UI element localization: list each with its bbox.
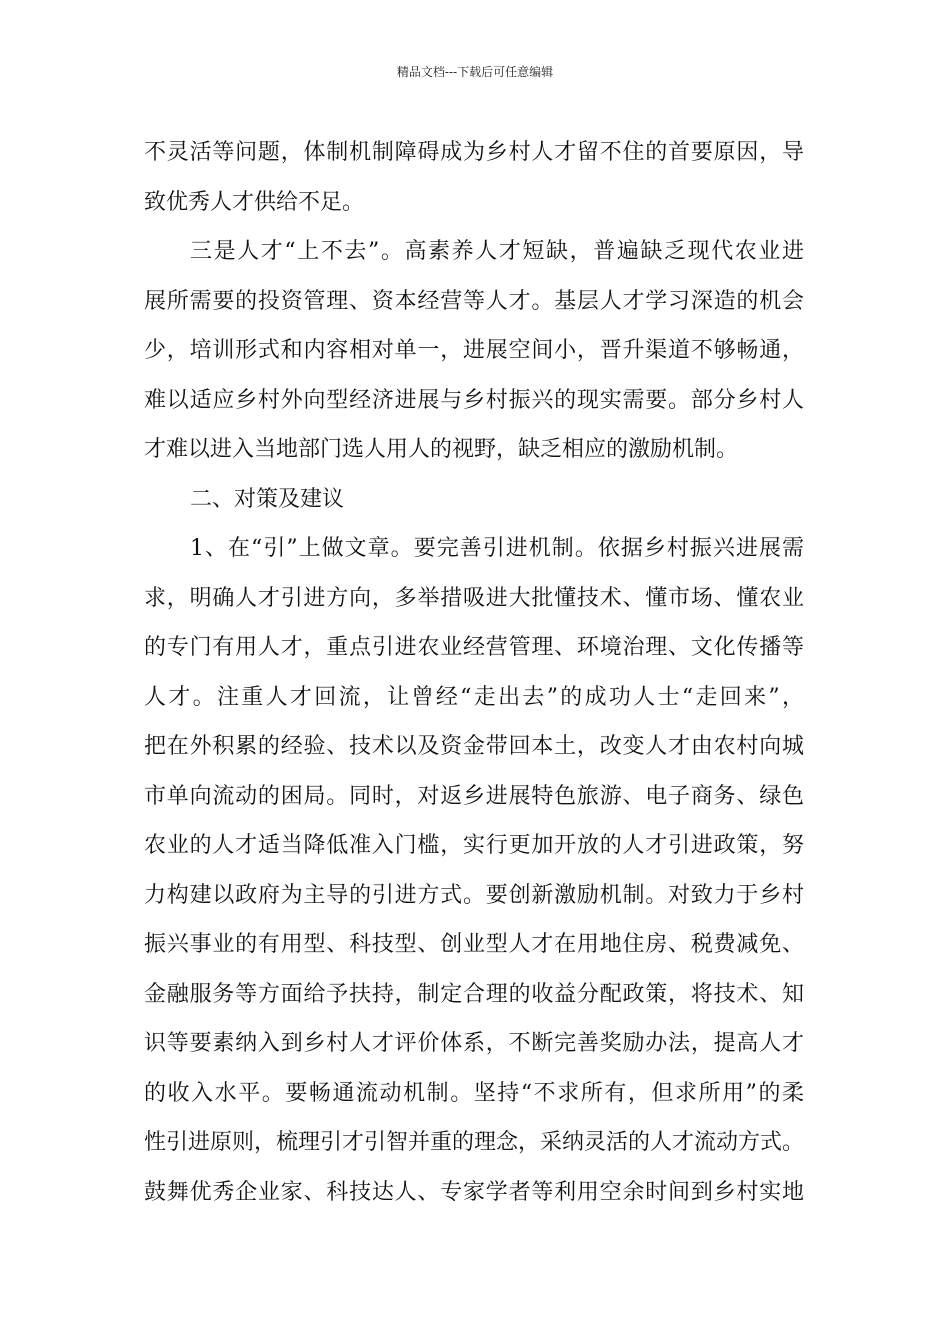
text-line: 把在外积累的经验、技术以及资金带回本土，改变人才由农村向城 — [144, 734, 804, 759]
text-line: 难以适应乡村外向型经济进展与乡村振兴的现实需要。部分乡村人 — [144, 387, 804, 413]
text-line: 1、在“引”上做文章。要完善引进机制。依据乡村振兴进展需 — [190, 536, 804, 561]
text-line: 致优秀人才供给不足。 — [144, 189, 365, 215]
text-line: 不灵活等问题，体制机制障碍成为乡村人才留不住的首要原因，导 — [144, 140, 804, 165]
text-line: 识等要素纳入到乡村人才评价体系，不断完善奖励办法，提高人才 — [144, 1031, 804, 1056]
text-line: 才难以进入当地部门选人用人的视野，缺乏相应的激励机制。 — [144, 437, 739, 462]
text-line: 市单向流动的困局。同时，对返乡进展特色旅游、电子商务、绿色 — [144, 783, 804, 809]
text-line: 鼓舞优秀企业家、科技达人、专家学者等利用空余时间到乡村实地 — [144, 1179, 804, 1205]
section-heading: 二、对策及建议 — [190, 486, 345, 512]
text-line: 人才。注重人才回流，让曾经“走出去”的成功人士“走回来”， — [144, 684, 804, 710]
text-line: 性引进原则，梳理引才引智并重的理念，采纳灵活的人才流动方式。 — [144, 1130, 805, 1155]
text-line: 农业的人才适当降低准入门槛，实行更加开放的人才引进政策，努 — [144, 833, 804, 858]
text-line: 力构建以政府为主导的引进方式。要创新激励机制。对致力于乡村 — [144, 882, 804, 908]
text-line: 求，明确人才引进方向，多举措吸进大批懂技术、懂市场、懂农业 — [144, 585, 804, 611]
document-body — [144, 128, 804, 1217]
text-line: 三是人才“上不去”。高素养人才短缺，普遍缺乏现代农业进 — [190, 239, 804, 264]
page-header: 精品文档---下载后可任意编辑 — [396, 65, 554, 79]
text-line: 少，培训形式和内容相对单一，进展空间小，晋升渠道不够畅通， — [144, 338, 804, 363]
text-line: 振兴事业的有用型、科技型、创业型人才在用地住房、税费减免、 — [144, 932, 804, 957]
text-line: 的收入水平。要畅通流动机制。坚持“不求所有，但求所用”的柔 — [144, 1080, 804, 1106]
text-line: 金融服务等方面给予扶持，制定合理的收益分配政策，将技术、知 — [144, 981, 804, 1007]
text-line: 展所需要的投资管理、资本经营等人才。基层人才学习深造的机会 — [144, 288, 804, 314]
text-line: 的专门有用人才，重点引进农业经营管理、环境治理、文化传播等 — [144, 635, 804, 660]
